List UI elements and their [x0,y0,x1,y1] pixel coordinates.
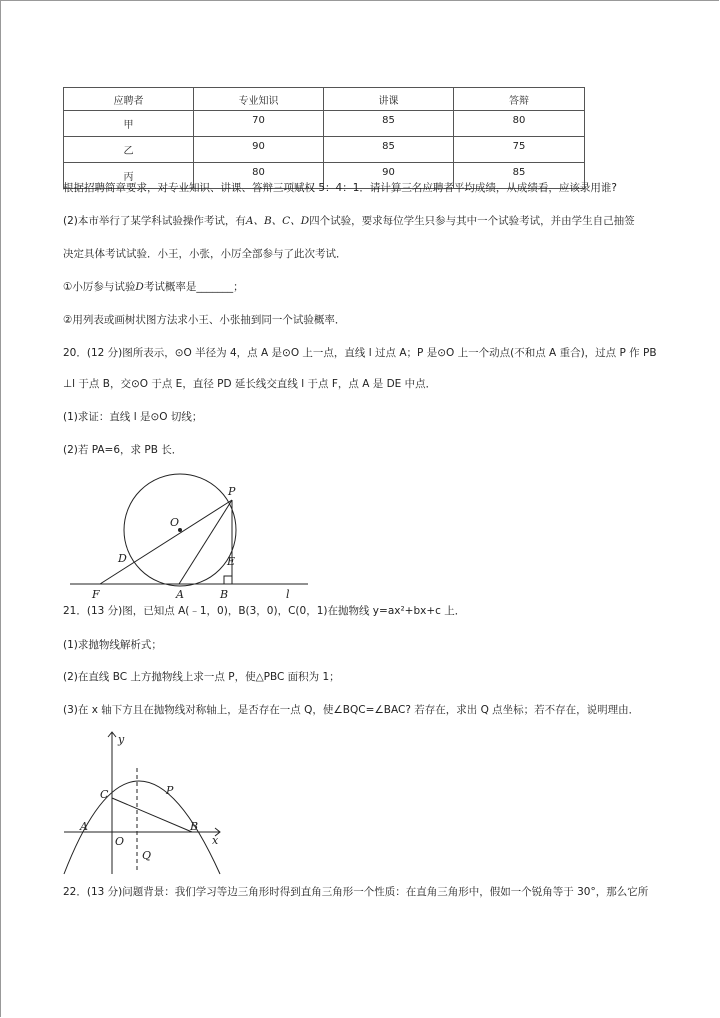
q19-sub1-var: D [135,281,144,293]
q19-part2-text [63,213,635,228]
circle-figure [60,470,310,602]
label-c: C [100,788,109,801]
q19-part2-a: (2)本市举行了某学科试验操作考试，有 [63,215,246,227]
label-e: E [227,555,236,568]
table-cell: 90 [194,137,324,163]
table-header-cell: 答辩 [454,88,585,111]
q19-part2-b: 四个试验，要求每位学生只参与其中一个试验考试，并由学生自己抽签 [309,215,635,227]
label-a: A [80,820,88,833]
label-q: Q [142,849,152,862]
label-x: x [212,834,219,847]
label-b: B [220,588,229,601]
table-row [64,137,585,163]
line-ap [179,500,232,584]
q20-part2: (2)若 PA=6，求 PB 长． [63,444,183,456]
table-cell: 90 [324,163,454,189]
label-b: B [190,820,199,833]
label-o: O [115,835,125,848]
table-header-cell: 专业知识 [194,88,324,111]
label-p: P [228,485,236,498]
table-cell: 85 [454,163,585,189]
label-y: y [118,733,125,746]
q19-sub1-a: ①小厉参与试验 [63,281,136,293]
label-p: P [166,784,174,797]
q22-line1: 22．(13 分)问题背景：我们学习等边三角形时得到直角三角形一个性质：在直角三角形中，假如一个锐角等于 30°，那么它所 [63,886,649,898]
table-row [64,111,585,137]
q21-part2: (2)在直线 BC 上方抛物线上求一点 P，使△PBC 面积为 1； [63,671,340,683]
line-cb [112,798,192,832]
label-d: D [118,552,127,565]
right-angle-mark [224,576,232,584]
table-header-cell: 讲课 [324,88,454,111]
score-table [63,87,585,189]
table-header-cell: 应聘者 [64,88,194,111]
q19-sub2: ②用列表或画树状图方法求小王、小张抽到同一个试验概率． [63,314,346,326]
label-l: l [286,588,290,601]
table-cell: 70 [194,111,324,137]
q20-line2: ⊥l 于点 B，交⊙O 于点 E，直径 PD 延长线交直线 l 于点 F，点 A 是 DE 中点． [63,378,437,390]
table-cell: 80 [194,163,324,189]
q19-part2-vars: A、B、C、D [245,215,310,227]
label-a: A [176,588,184,601]
table-cell: 乙 [64,137,194,163]
q19-sub1 [63,279,244,294]
parabola-figure [60,728,230,878]
q20-line1: 20．(12 分)图所表示，⊙O 半径为 4，点 A 是⊙O 上一点，直线 l 过点 A；P 是⊙O 上一个动点(不和点 A 重合)，过点 P 作 PB [63,347,657,359]
q19-sub1-b: 考试概率是_______； [143,281,244,293]
table-cell: 85 [324,111,454,137]
q21-line1: 21．(13 分)图，已知点 A(﹣1，0)，B(3，0)，C(0，1)在抛物线 y=ax²+bx+c 上． [63,605,466,617]
table-cell: 甲 [64,111,194,137]
line-fp [100,500,232,584]
q19-part2-line2: 决定具体考试试验．小王，小张，小厉全部参与了此次考试． [63,248,347,260]
table-cell: 85 [324,137,454,163]
q21-part3: (3)在 x 轴下方且在抛物线对称轴上，是否存在一点 Q，使∠BQC=∠BAC? 若存在，求出 Q 点坐标；若不存在，说明理由． [63,704,640,716]
q20-part1: (1)求证：直线 l 是⊙O 切线； [63,411,203,423]
table-header-row [64,88,585,111]
table-cell: 丙 [64,163,194,189]
q19-weights-text: 根据招聘简章要求，对专业知识、讲课、答辩三项赋权 5：4：1．请计算三名应聘者平均成绩，从成绩看，应该录用谁? [63,182,617,194]
table-cell: 80 [454,111,585,137]
q21-part1: (1)求抛物线解析式； [63,639,162,651]
label-o: O [170,516,180,529]
label-f: F [92,588,100,601]
table-cell: 75 [454,137,585,163]
